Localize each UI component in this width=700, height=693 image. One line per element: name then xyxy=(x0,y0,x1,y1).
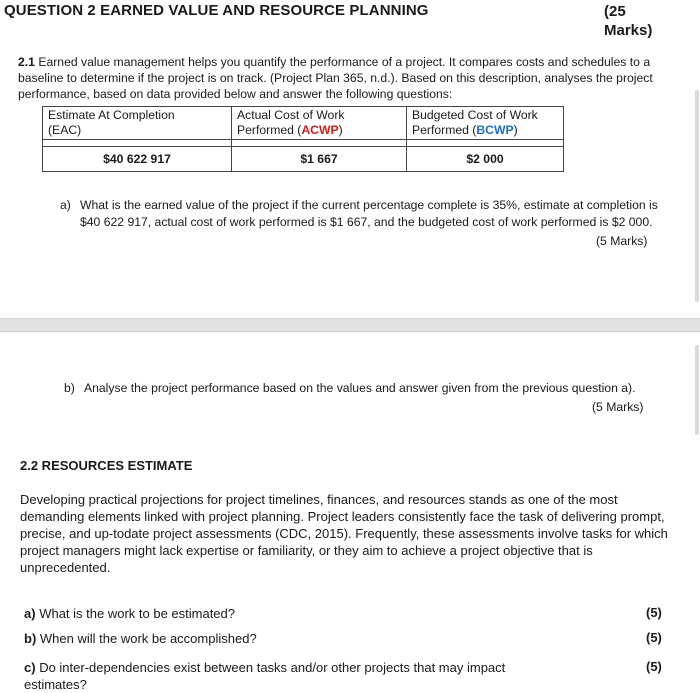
marks-line-2: Marks) xyxy=(604,22,653,39)
question-a xyxy=(60,197,680,231)
list-item-label: c) xyxy=(24,660,36,675)
question-b-text: Analyse the project performance based on the values and answer given from the previous question a). xyxy=(84,381,636,395)
question-title: QUESTION 2 EARNED VALUE AND RESOURCE PLANNING xyxy=(4,2,429,19)
earned-value-table xyxy=(42,106,564,172)
scrollbar-thumb-lower[interactable] xyxy=(695,345,699,435)
header-eac-line2 xyxy=(48,123,226,138)
list-item-marks: (5) xyxy=(646,605,662,620)
value-acwp: $1 667 xyxy=(232,147,407,172)
header-acwp xyxy=(232,107,407,140)
page-divider xyxy=(0,318,700,332)
scrollbar-thumb[interactable] xyxy=(695,90,699,302)
table-value-row xyxy=(43,147,564,172)
header-acwp-line1: Actual Cost of Work xyxy=(237,108,345,122)
header-eac-abbrev: (EAC) xyxy=(48,123,82,137)
question-b-label: b) xyxy=(64,381,75,395)
list-item xyxy=(24,630,564,647)
header-acwp-line2 xyxy=(237,123,401,138)
header-bcwp-line1: Budgeted Cost of Work xyxy=(412,108,538,122)
question-a-label: a) xyxy=(60,198,71,212)
header-acwp-prefix: Performed ( xyxy=(237,123,302,137)
marks-line-1: (25 xyxy=(604,3,626,20)
question-b xyxy=(64,380,674,397)
header-bcwp-suffix: ) xyxy=(513,123,518,137)
question-b-marks: (5 Marks) xyxy=(592,400,644,414)
list-item-label: b) xyxy=(24,631,37,646)
table-header-row xyxy=(43,107,564,140)
header-eac-line1: Estimate At Completion xyxy=(48,108,175,122)
list-item-label: a) xyxy=(24,606,36,621)
section-number: 2.1 xyxy=(18,55,35,69)
question-a-marks: (5 Marks) xyxy=(596,234,648,248)
section-2-2-paragraph: Developing practical projections for project timelines, finances, and resources stands as one of the most demanding elements linked with project planning. Project leaders consistently face the task of delivering prompt, precise, and up-todate project assessments (CDC, 2015). Frequently, these assessments involve tasks for which project managers might lack expertise or familiarity, or they aim to achieve a project objective that is unprecedented. xyxy=(20,492,668,575)
question-total-marks xyxy=(604,2,684,40)
section-2-2-heading: 2.2 RESOURCES ESTIMATE xyxy=(20,458,193,473)
header-bcwp-line2 xyxy=(412,123,558,138)
section-2-1-intro xyxy=(18,54,678,102)
header-bcwp-abbrev: BCWP xyxy=(476,123,514,137)
section-intro-text: Earned value management helps you quantify the performance of a project. It compares costs and schedules to a baseline to determine if the project is on track. (Project Plan 365, n.d.). Based on this description, analyses the project performance, based on data provided below and answer the following questions: xyxy=(18,55,653,101)
list-item-text: Do inter-dependencies exist between tasks and/or other projects that may impact estimates? xyxy=(24,660,506,692)
header-eac xyxy=(43,107,232,140)
list-item-text: What is the work to be estimated? xyxy=(39,606,235,621)
table-spacer-row xyxy=(43,140,564,147)
list-item-marks: (5) xyxy=(646,659,662,674)
header-acwp-suffix: ) xyxy=(338,123,343,137)
list-item xyxy=(24,605,564,622)
question-a-text: What is the earned value of the project if the current percentage complete is 35%, estimate at completion is $40 622 917, actual cost of work performed is $1 667, and the budgeted cost of work performed is $2 000. xyxy=(80,198,658,229)
list-item xyxy=(24,659,564,693)
value-bcwp: $2 000 xyxy=(407,147,564,172)
list-item-marks: (5) xyxy=(646,630,662,645)
header-bcwp xyxy=(407,107,564,140)
header-acwp-abbrev: ACWP xyxy=(301,123,339,137)
value-eac: $40 622 917 xyxy=(43,147,232,172)
header-bcwp-prefix: Performed ( xyxy=(412,123,477,137)
list-item-text: When will the work be accomplished? xyxy=(39,631,257,646)
